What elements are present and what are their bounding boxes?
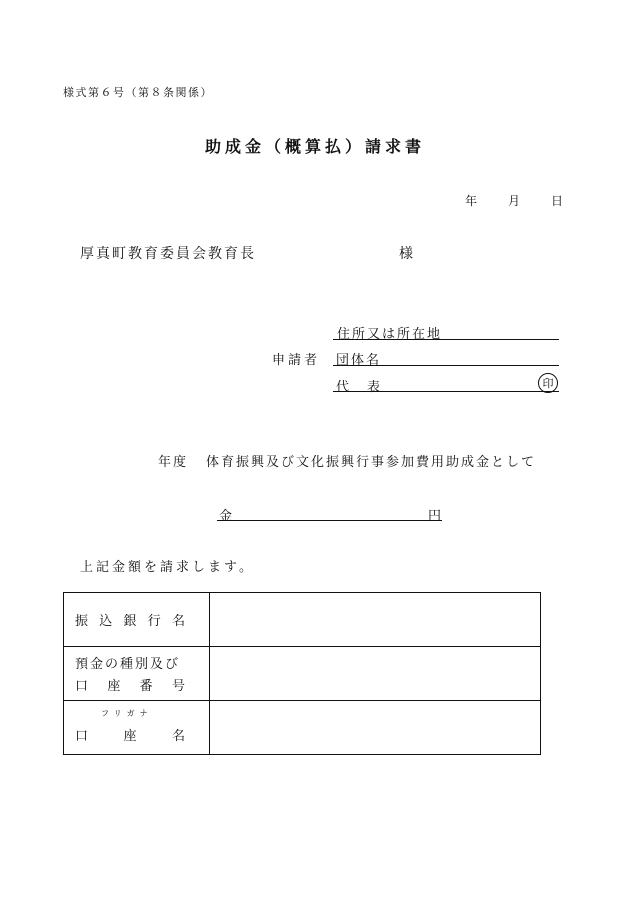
date-day-label: 日: [551, 194, 564, 208]
furigana-label: フリガナ: [101, 709, 153, 718]
organization-line[interactable]: [333, 365, 559, 366]
amount-prefix: 金: [219, 509, 233, 524]
representative-line[interactable]: [333, 391, 559, 392]
account-name-label-cell: [64, 701, 210, 755]
date-month-label: 月: [508, 194, 521, 208]
applicant-label: 申請者: [272, 353, 321, 368]
account-type-label-cell: [64, 647, 210, 701]
document-title: 助成金（概算払）請求書: [204, 137, 425, 156]
purpose-text: 体育振興及び文化振興行事参加費用助成金として: [206, 455, 537, 470]
table-row: [64, 593, 541, 647]
bank-info-table: [63, 592, 541, 755]
bank-name-label-cell: [64, 593, 210, 647]
form-number: 様式第６号（第８条関係）: [63, 86, 213, 99]
bank-name-label: 振 込 銀 行 名: [75, 614, 185, 629]
table-row: [64, 701, 541, 755]
account-type-label-line1: 預金の種別及び: [75, 657, 181, 672]
table-row: [64, 647, 541, 701]
amount-suffix: 円: [428, 509, 442, 524]
account-name-label: 口 座 名: [75, 729, 185, 744]
representative-label-1: 代: [336, 380, 352, 395]
bank-name-input-cell[interactable]: [210, 593, 541, 647]
organization-label: 団体名: [336, 353, 382, 368]
honorific: 様: [399, 246, 413, 262]
request-text: 上記金額を請求します。: [80, 560, 255, 575]
date-year-label: 年: [465, 194, 478, 208]
address-label: 住所又は所在地: [337, 327, 443, 342]
account-type-label-line2: 口 座 番 号: [75, 679, 185, 694]
purpose-year-label: 年度: [158, 455, 189, 470]
account-type-input-cell[interactable]: [210, 647, 541, 701]
addressee: 厚真町教育委員会教育長: [80, 246, 256, 262]
amount-line[interactable]: [217, 520, 442, 521]
address-line[interactable]: [333, 339, 559, 340]
representative-label-2: 表: [367, 380, 383, 395]
seal-mark: 印: [538, 373, 558, 393]
account-name-input-cell[interactable]: [210, 701, 541, 755]
